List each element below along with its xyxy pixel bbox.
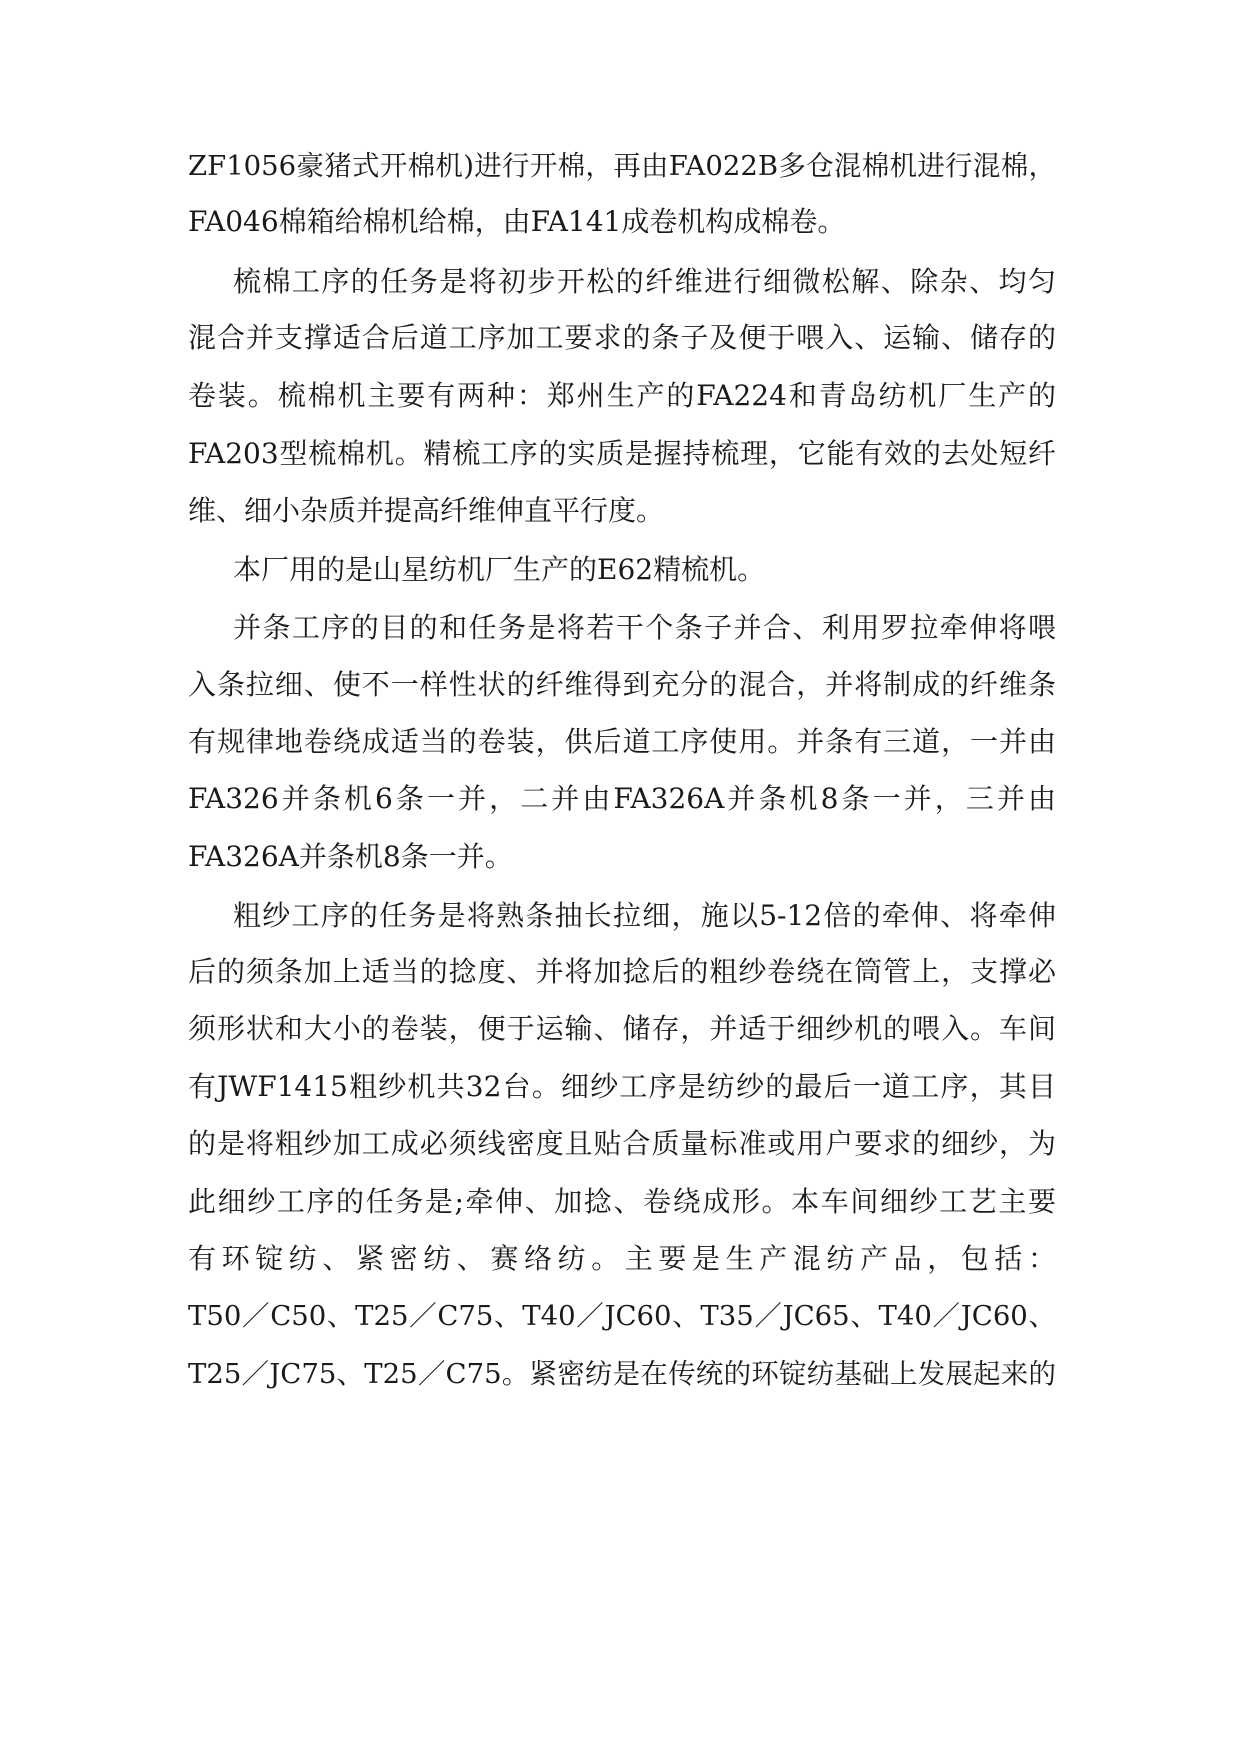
- paragraph-carding-line-3: 卷装。梳棉机主要有两种：郑州生产的FA224和青岛纺机厂生产的: [188, 379, 1056, 412]
- paragraph-drawing-line-5: FA326A并条机8条一并。: [188, 840, 513, 873]
- paragraph-drawing-line-1: 并条工序的目的和任务是将若干个条子并合、利用罗拉牵伸将喂: [233, 611, 1056, 644]
- paragraph-roving-line-4: 有JWF1415粗纱机共32台。细纱工序是纺纱的最后一道工序，其目: [188, 1070, 1056, 1103]
- paragraph-drawing-line-2: 入条拉细、使不一样性状的纤维得到充分的混合，并将制成的纤维条: [188, 668, 1056, 701]
- text-line-2: FA046棉箱给棉机给棉，由FA141成卷机构成棉卷。: [188, 205, 846, 238]
- paragraph-drawing-line-3: 有规律地卷绕成适当的卷装，供后道工序使用。并条有三道，一并由: [188, 725, 1056, 758]
- paragraph-carding-line-1: 梳棉工序的任务是将初步开松的纤维进行细微松解、除杂、均匀: [233, 265, 1056, 298]
- paragraph-carding-line-5: 维、细小杂质并提高纤维伸直平行度。: [188, 494, 665, 527]
- paragraph-carding-line-2: 混合并支撑适合后道工序加工要求的条子及便于喂入、运输、储存的: [188, 321, 1056, 354]
- paragraph-roving-line-7: 有环锭纺、紧密纺、赛络纺。主要是生产混纺产品，包括：: [188, 1242, 1056, 1275]
- paragraph-roving-line-6: 此细纱工序的任务是;牵伸、加捻、卷绕成形。本车间细纱工艺主要: [188, 1185, 1056, 1218]
- paragraph-roving-line-5: 的是将粗纱加工成必须线密度且贴合质量标准或用户要求的细纱，为: [188, 1127, 1056, 1160]
- paragraph-roving-line-1: 粗纱工序的任务是将熟条抽长拉细，施以5-12倍的牵伸、将牵伸: [233, 899, 1056, 932]
- paragraph-carding-line-4: FA203型梳棉机。精梳工序的实质是握持梳理，它能有效的去处短纤: [188, 437, 1056, 470]
- paragraph-drawing-line-4: FA326并条机6条一并，二并由FA326A并条机8条一并，三并由: [188, 782, 1056, 815]
- text-line-1: ZF1056豪猪式开棉机)进行开棉，再由FA022B多仓混棉机进行混棉，: [188, 150, 1056, 182]
- paragraph-roving-line-9: T25／JC75、T25／C75。紧密纺是在传统的环锭纺基础上发展起来的: [188, 1358, 1056, 1390]
- paragraph-roving-line-3: 须形状和大小的卷装，便于运输、储存，并适于细纱机的喂入。车间: [188, 1012, 1056, 1045]
- paragraph-roving-line-2: 后的须条加上适当的捻度、并将加捻后的粗纱卷绕在筒管上，支撑必: [188, 955, 1056, 988]
- paragraph-roving-line-8: T50／C50、T25／C75、T40／JC60、T35／JC65、T40／JC60、: [188, 1300, 1056, 1332]
- paragraph-combing-line-1: 本厂用的是山星纺机厂生产的E62精梳机。: [233, 553, 766, 586]
